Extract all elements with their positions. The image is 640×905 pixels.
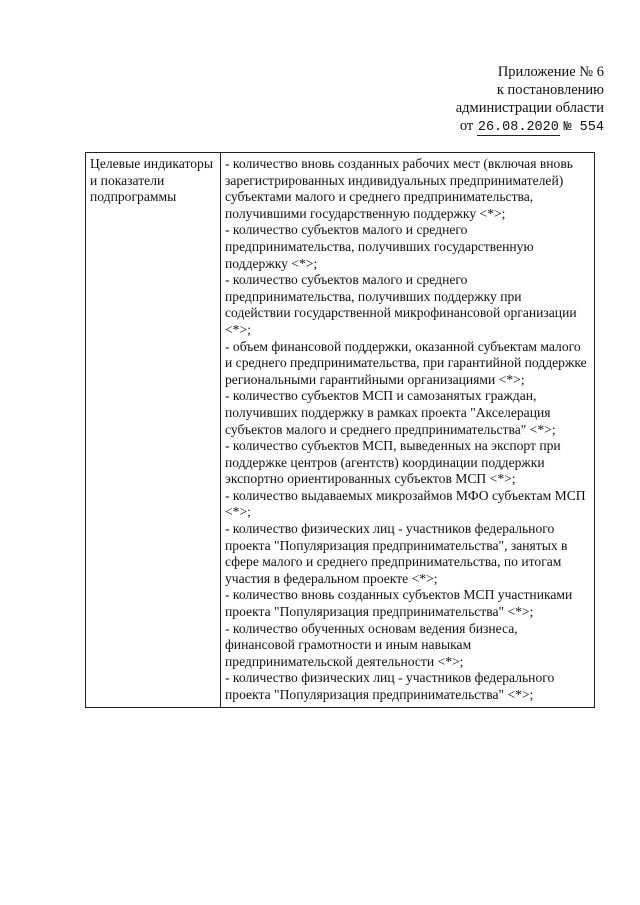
- list-item: - количество выдаваемых микрозаймов МФО субъектам МСП <*>;: [225, 487, 586, 520]
- decree-prefix: от: [459, 118, 474, 134]
- list-item: - количество субъектов МСП, выведенных на экспорт при поддержке центров (агентств) координации поддержки экспортно ориентированных субъектов МСП <*>;: [225, 438, 561, 487]
- list-item: - количество вновь созданных субъектов МСП участниками проекта "Популяризация предпринимательства" <*>;: [225, 587, 573, 620]
- list-item: - количество субъектов малого и среднего предпринимательства, получивших государственную поддержку <*>;: [225, 222, 534, 271]
- appendix-line-3: администрации области: [455, 100, 604, 116]
- list-item: - количество физических лиц - участников федерального проекта "Популяризация предпринимательства", занятых в сфере малого и среднего предпринимательства, по итогам участия в федеральном проекте <*>;: [225, 521, 568, 586]
- decree-date: 26.08.2020: [477, 120, 559, 135]
- decree-number: № 554: [563, 120, 604, 135]
- indicators-table: [85, 152, 595, 708]
- list-item: - количество физических лиц - участников федерального проекта "Популяризация предпринимательства" <*>;: [225, 670, 555, 702]
- list-item: - объем финансовой поддержки, оказанной субъектам малого и среднего предпринимательства, при гарантийной поддержке региональными гарантийными организациями <*>;: [225, 338, 587, 387]
- appendix-line-2: к постановлению: [496, 82, 604, 98]
- list-item: - количество субъектов малого и среднего предпринимательства, получивших поддержку при содействии государственной микрофинансовой организации <*>;: [225, 272, 577, 337]
- table-label-cell: Целевые индикаторы и показатели подпрограммы: [86, 153, 221, 708]
- list-item: - количество вновь созданных рабочих мест (включая вновь зарегистрированных индивидуальных предпринимателей) субъектами малого и среднего предпринимательства, получившими государственную поддержку <*>;: [225, 156, 573, 221]
- list-item: - количество субъектов МСП и самозанятых граждан, получивших поддержку в рамках проекта "Акселерация субъектов малого и среднего предпринимательства" <*>;: [225, 388, 556, 437]
- list-item: - количество обученных основам ведения бизнеса, финансовой грамотности и иным навыкам предпринимательской деятельности <*>;: [225, 620, 518, 669]
- document-header: [456, 63, 604, 137]
- table-content-cell: [221, 153, 595, 708]
- decree-reference: [456, 117, 604, 137]
- table-row: [86, 153, 595, 708]
- appendix-title: Приложение № 6: [497, 64, 604, 80]
